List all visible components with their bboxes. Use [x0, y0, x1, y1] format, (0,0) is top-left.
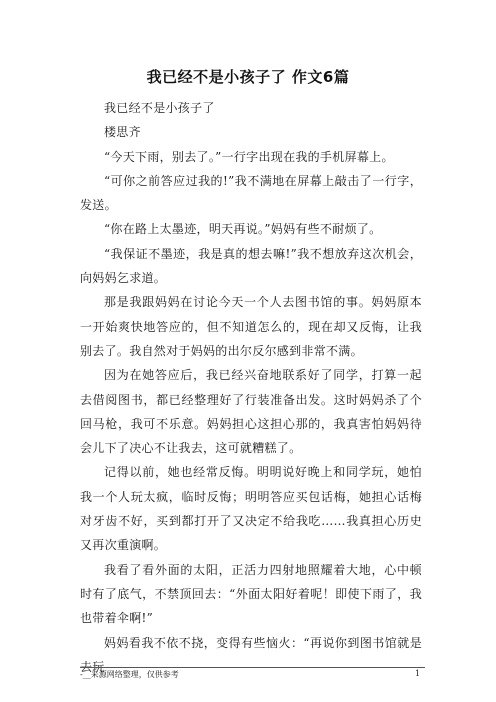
paragraph: 记得以前，她也经常反悔。明明说好晚上和同学玩，她怕我一个人玩太疯，临时反悔；明明答应买包话梅，她担心话梅对牙齿不好，买到都打开了又决定不给我吃……我真担心历史又再次重演啊。 [80, 465, 422, 553]
paragraph: 我看了看外面的太阳，正活力四射地照耀着大地，心中顿时有了底气，不禁顶回去：“外面太阳好着呢！即使下雨了，我也带着伞啊!” [80, 562, 422, 626]
document-title: 我已经不是小孩子了 作文6篇 [146, 68, 350, 86]
footer-source-note: -__来源网络整理，仅供参考 [80, 670, 179, 679]
page-number: 1 [415, 669, 421, 678]
paragraph: “今天下雨，别去了。”一行字出现在我的手机屏幕上。 [104, 149, 394, 164]
author-line: 楼思齐 [104, 125, 141, 140]
footer-divider [80, 667, 425, 668]
paragraph: “可你之前答应过我的!”我不满地在屏幕上敲击了一行字，发送。 [80, 173, 422, 213]
paragraph: 因为在她答应后，我已经兴奋地联系好了同学，打算一起去借阅图书，都已经整理好了行装准备出发。这时妈妈杀了个回马枪，我可不乐意。妈妈担心这担心那的，我真害怕妈妈待会儿下了决心不让我去，这可就糟糕了。 [80, 368, 422, 456]
document-body [80, 96, 422, 679]
paragraph: “你在路上太墨迹，明天再说。”妈妈有些不耐烦了。 [104, 222, 382, 237]
essay-title-line: 我已经不是小孩子了 [104, 101, 215, 115]
paragraph: 妈妈看我不依不挠，变得有些恼火：“再说你到图书馆就是去玩 [80, 635, 422, 674]
paragraph: “我保证不墨迹，我是真的想去嘛!”我不想放弃这次机会，向妈妈乞求道。 [80, 246, 422, 286]
paragraph: 那是我跟妈妈在讨论今天一个人去图书馆的事。妈妈原本一开始爽快地答应的，但不知道怎么的，现在却又反悔，让我别去了。我自然对于妈妈的出尔反尔感到非常不满。 [80, 295, 422, 358]
